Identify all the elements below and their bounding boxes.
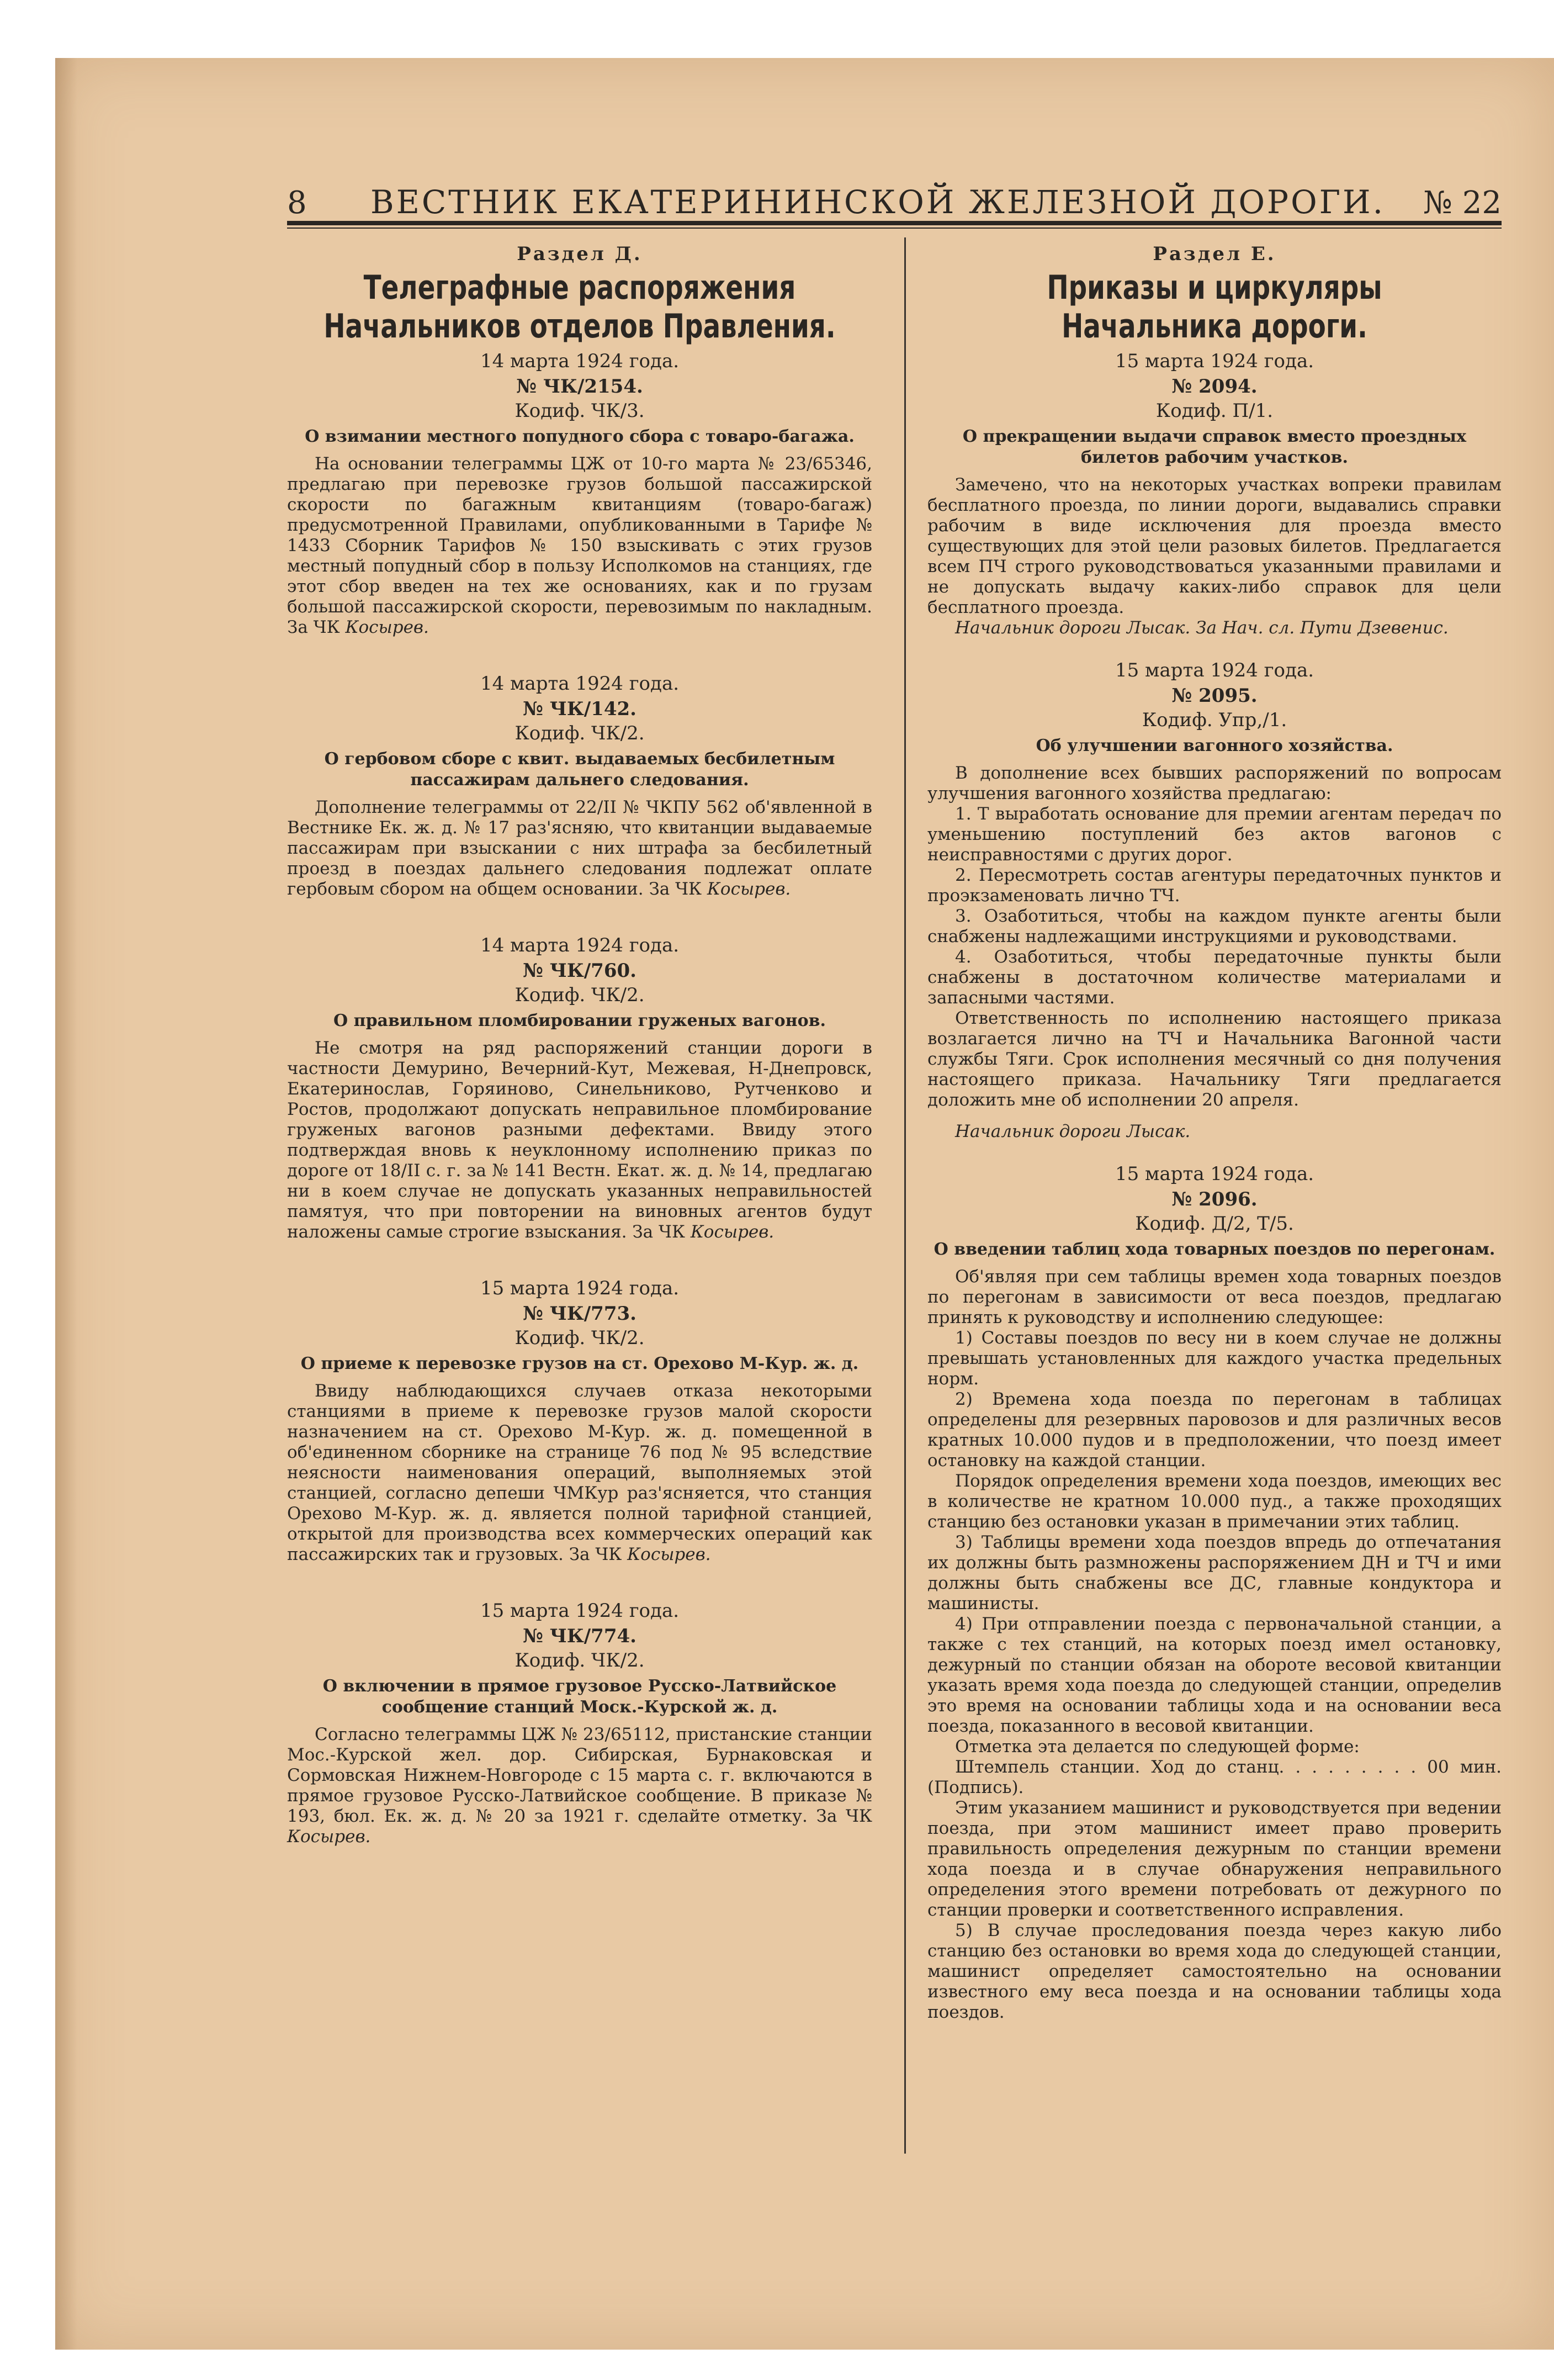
article-signature: Начальник дороги Лысак. <box>955 1122 1191 1141</box>
column-divider <box>904 237 906 2154</box>
article-signature: Начальник дороги Лысак. За Нач. сл. Пути Дзевенис. <box>955 618 1449 638</box>
article-paragraph: Отметка эта делается по следующей форме: <box>955 1737 1360 1757</box>
article-codif: Кодиф. ЧК/2. <box>515 1649 645 1672</box>
article-codif: Кодиф. Упр,/1. <box>1142 709 1287 731</box>
article-signature: Косырев. <box>707 879 791 899</box>
article-number: № ЧК/2154. <box>516 375 643 398</box>
article-paragraph: 5) В случае проследования поезда через какую либо станцию без остановки во время хода до следующей станции, машинист определяет самостоятельно на основании известного ему веса поезда и на основании таблицы хода поездов. <box>927 1921 1502 2022</box>
article-codif: Кодиф. Д/2, Т/5. <box>1135 1213 1294 1235</box>
article-paragraph: В дополнение всех бывших распоряжений по вопросам улучшения вагонного хозяйства предлагаю: <box>927 763 1502 803</box>
issue-number: № 22 <box>1423 185 1502 221</box>
article-number: № ЧК/760. <box>523 960 637 982</box>
article-number: № 2094. <box>1171 375 1258 398</box>
article-signature: Косырев. <box>345 617 429 637</box>
article-body <box>927 1267 1502 2023</box>
article-text: На основании телеграммы ЦЖ от 10-го марта № 23/65346, предлагаю при перевозке грузов большой пассажирской скорости по багажным квитанциям (товаро-багаж) предусмотренной Правилами, опубликованными в Тарифе № 1433 Сборник Тарифов № 150 взыскивать с этих грузов местный попудный сбор в пользу Исполкомов на станциях, где этот сбор введен на тех же основаниях, как и по грузам большой пассажирской скорости, перевозимым по накладным. За ЧК <box>287 454 872 637</box>
article-paragraph: 4. Озаботиться, чтобы передаточные пункты были снабжены в достаточном количестве материалами и запасными частями. <box>927 947 1502 1008</box>
article-paragraph: 3. Озаботиться, чтобы на каждом пункте агенты были снабжены надлежащими инструкциями и руководствами. <box>927 906 1502 946</box>
article <box>287 1600 872 1847</box>
article-number: № ЧК/142. <box>523 698 637 720</box>
page-header <box>287 177 1502 221</box>
article-signature: Косырев. <box>690 1222 775 1242</box>
article-heading: О гербовом сборе с квит. выдаваемых бесбилетным пассажирам дальнего следования. <box>324 749 835 790</box>
article-body <box>287 1725 872 1847</box>
article-paragraph: 1) Составы поездов по весу ни в коем случае не должны превышать установленных для каждого участка предельных норм. <box>927 1328 1502 1389</box>
article <box>287 1277 872 1565</box>
article <box>927 350 1502 638</box>
article-codif: Кодиф. ЧК/2. <box>515 1327 645 1349</box>
article-text: Дополнение телеграммы от 22/II № ЧКПУ 562 об'явленной в Вестнике Ек. ж. д. № 17 раз'ясняю, что квитанции выдаваемые пассажирам при взыскании с них штрафа за бесбилетный проезд в поездах дальнего следования подлежат оплате гербовым сбором на общем основании. За ЧК <box>287 797 872 899</box>
article-heading: О взимании местного попудного сбора с товаро-багажа. <box>305 427 855 446</box>
article-date: 15 марта 1924 года. <box>1115 350 1314 372</box>
article-number: № 2096. <box>1171 1188 1258 1210</box>
article-body <box>927 763 1502 1142</box>
article-signature: Косырев. <box>627 1545 711 1564</box>
section-title: Телеграфные распоряжения Начальников отделов Правления. <box>323 268 836 346</box>
article-paragraph: 1. Т выработать основание для премии агентам передач по уменьшению поступлений без актов вагонов с неисправностями с других дорог. <box>927 804 1502 865</box>
article <box>927 1163 1502 2023</box>
article-body <box>287 1381 872 1565</box>
page-number: 8 <box>287 185 307 221</box>
header-rule <box>287 221 1502 225</box>
right-column <box>927 237 1502 2023</box>
article <box>287 350 872 638</box>
article-paragraph: Штемпель станции. Ход до станц. . . . . . . . . 00 мин. (Подпись). <box>927 1757 1502 1797</box>
article <box>287 673 872 900</box>
article-paragraph: Этим указанием машинист и руководствуется при ведении поезда, при этом машинист имеет право проверить правильность определения дежурным по станции времени хода поезда и в случае обнаружения неправильного определения этого времени потребовать от дежурного по станции проверки и соответственного исправления. <box>927 1798 1502 1920</box>
article-body <box>287 454 872 638</box>
article-number: № ЧК/773. <box>523 1303 637 1325</box>
article-codif: Кодиф. ЧК/3. <box>515 400 645 422</box>
article-heading: О правильном пломбировании груженых вагонов. <box>333 1011 826 1030</box>
article-paragraph: Об'являя при сем таблицы времен хода товарных поездов по перегонам в зависимости от веса поездов, предлагаю принять к руководству и исполнению следующее: <box>927 1267 1502 1327</box>
section-label: Раздел Е. <box>1153 243 1276 265</box>
article-codif: Кодиф. П/1. <box>1155 400 1274 422</box>
paper-fold-shadow <box>55 58 77 2350</box>
article-number: № ЧК/774. <box>523 1625 637 1647</box>
left-column <box>287 237 872 1847</box>
article-heading: О прекращении выдачи справок вместо проездных билетов рабочим участков. <box>962 427 1467 467</box>
article-date: 15 марта 1924 года. <box>480 1600 680 1622</box>
article-heading: О введении таблиц хода товарных поездов по перегонам. <box>934 1240 1495 1259</box>
article-body <box>927 475 1502 638</box>
article <box>927 659 1502 1142</box>
article-body <box>287 797 872 900</box>
article-paragraph: Порядок определения времени хода поездов, имеющих вес в количестве не кратном 10.000 пуд., а также проходящих станцию без остановки указан в примечании этих таблиц. <box>927 1471 1502 1532</box>
article-paragraph: Замечено, что на некоторых участках вопреки правилам бесплатного проезда, по линии дороги, выдавались справки рабочим в виде исключения для проезда вместо существующих для этой цели разовых билетов. Предлагается всем ПЧ строго руководствоваться указанными правилами и не допускать выдачу каких-либо справок для цели бесплатного проезда. <box>927 475 1502 617</box>
header-rule-thin <box>287 228 1502 229</box>
article-date: 14 марта 1924 года. <box>480 934 680 956</box>
article-date: 14 марта 1924 года. <box>480 350 680 372</box>
article <box>287 934 872 1242</box>
article-paragraph: 4) При отправлении поезда с первоначальной станции, а также с тех станций, на которых поезд имел остановку, дежурный по станции обязан на обороте весовой квитанции указать время хода поезда до следующей станции, определив это время на основании таблицы хода и на основании веса поезда, показанного в весовой квитанции. <box>927 1614 1502 1736</box>
article-text: Ввиду наблюдающихся случаев отказа некоторыми станциями в приеме к перевозке грузов малой скорости назначением на ст. Орехово М-Кур. ж. д. помещенной в об'единенном сборнике на странице 76 под № 95 вследствие неясности наименования операций, выполняемых этой станцией, согласно депеши ЧМКур раз'ясняется, что станция Орехово М-Кур. ж. д. является полной тарифной станцией, открытой для производства всех коммерческих операций как пассажирских так и грузовых. За ЧК <box>287 1381 872 1564</box>
article-date: 15 марта 1924 года. <box>1115 1163 1314 1185</box>
article-heading: О включении в прямое грузовое Русско-Латвийское сообщение станций Моск.-Курской ж. д. <box>322 1676 837 1717</box>
article-date: 14 марта 1924 года. <box>480 673 680 695</box>
article-signature: Косырев. <box>287 1827 371 1847</box>
article-number: № 2095. <box>1171 685 1258 707</box>
article-paragraph: Ответственность по исполнению настоящего приказа возлагается лично на ТЧ и Начальника Вагонной части службы Тяги. Срок исполнения месячный со дня получения настоящего приказа. Начальнику Тяги предлагается доложить мне об исполнении 20 апреля. <box>927 1008 1502 1110</box>
article-paragraph: 2) Времена хода поезда по перегонам в таблицах определены для резервных паровозов и для различных весов кратных 10.000 пудов и в предположении, что поезд имеет остановку на каждой станции. <box>927 1389 1502 1471</box>
section-label: Раздел Д. <box>517 243 643 265</box>
article-paragraph: 2. Пересмотреть состав агентуры передаточных пунктов и проэкзаменовать лично ТЧ. <box>927 865 1502 906</box>
newspaper-title: ВЕСТНИК ЕКАТЕРИНИНСКОЙ ЖЕЛЕЗНОЙ ДОРОГИ. <box>370 183 1386 221</box>
article-date: 15 марта 1924 года. <box>1115 659 1314 681</box>
article-paragraph: 3) Таблицы времени хода поездов впредь до отпечатания их должны быть размножены распоряжением ДН и ТЧ и ими должны быть снабжены все ДС, главные кондуктора и машинисты. <box>927 1532 1502 1614</box>
article-text: Согласно телеграммы ЦЖ № 23/65112, пристанские станции Мос.-Курской жел. дор. Сибирская, Бурнаковская и Сормовская Нижнем-Новгороде с 15 марта с. г. включаются в прямое грузовое Русско-Латвийское сообщение. В приказе № 193, бюл. Ек. ж. д. № 20 за 1921 г. сделайте отметку. За ЧК <box>287 1725 872 1826</box>
article-date: 15 марта 1924 года. <box>480 1277 680 1299</box>
article-codif: Кодиф. ЧК/2. <box>515 722 645 744</box>
article-body <box>287 1038 872 1242</box>
article-codif: Кодиф. ЧК/2. <box>515 984 645 1006</box>
article-text: Не смотря на ряд распоряжений станции дороги в частности Демурино, Вечерний-Кут, Межевая, Н-Днепровск, Екатеринослав, Горяиново, Синельниково, Рутченково и Ростов, продолжают допускать неправильное пломбирование груженых вагонов разными дефектами. Ввиду этого подтверждая вновь к неуклонному исполнению приказ по дороге от 18/II с. г. за № 141 Вестн. Екат. ж. д. № 14, предлагаю ни в коем случае не допускать указанных неправильностей памятуя, что при повторении на виновных агентов будут наложены самые строгие взыскания. За ЧК <box>287 1038 872 1242</box>
article-heading: Об улучшении вагонного хозяйства. <box>1036 736 1393 755</box>
section-title: Приказы и циркуляры Начальника дороги. <box>1047 268 1382 346</box>
article-heading: О приеме к перевозке грузов на ст. Орехово М-Кур. ж. д. <box>300 1354 859 1373</box>
